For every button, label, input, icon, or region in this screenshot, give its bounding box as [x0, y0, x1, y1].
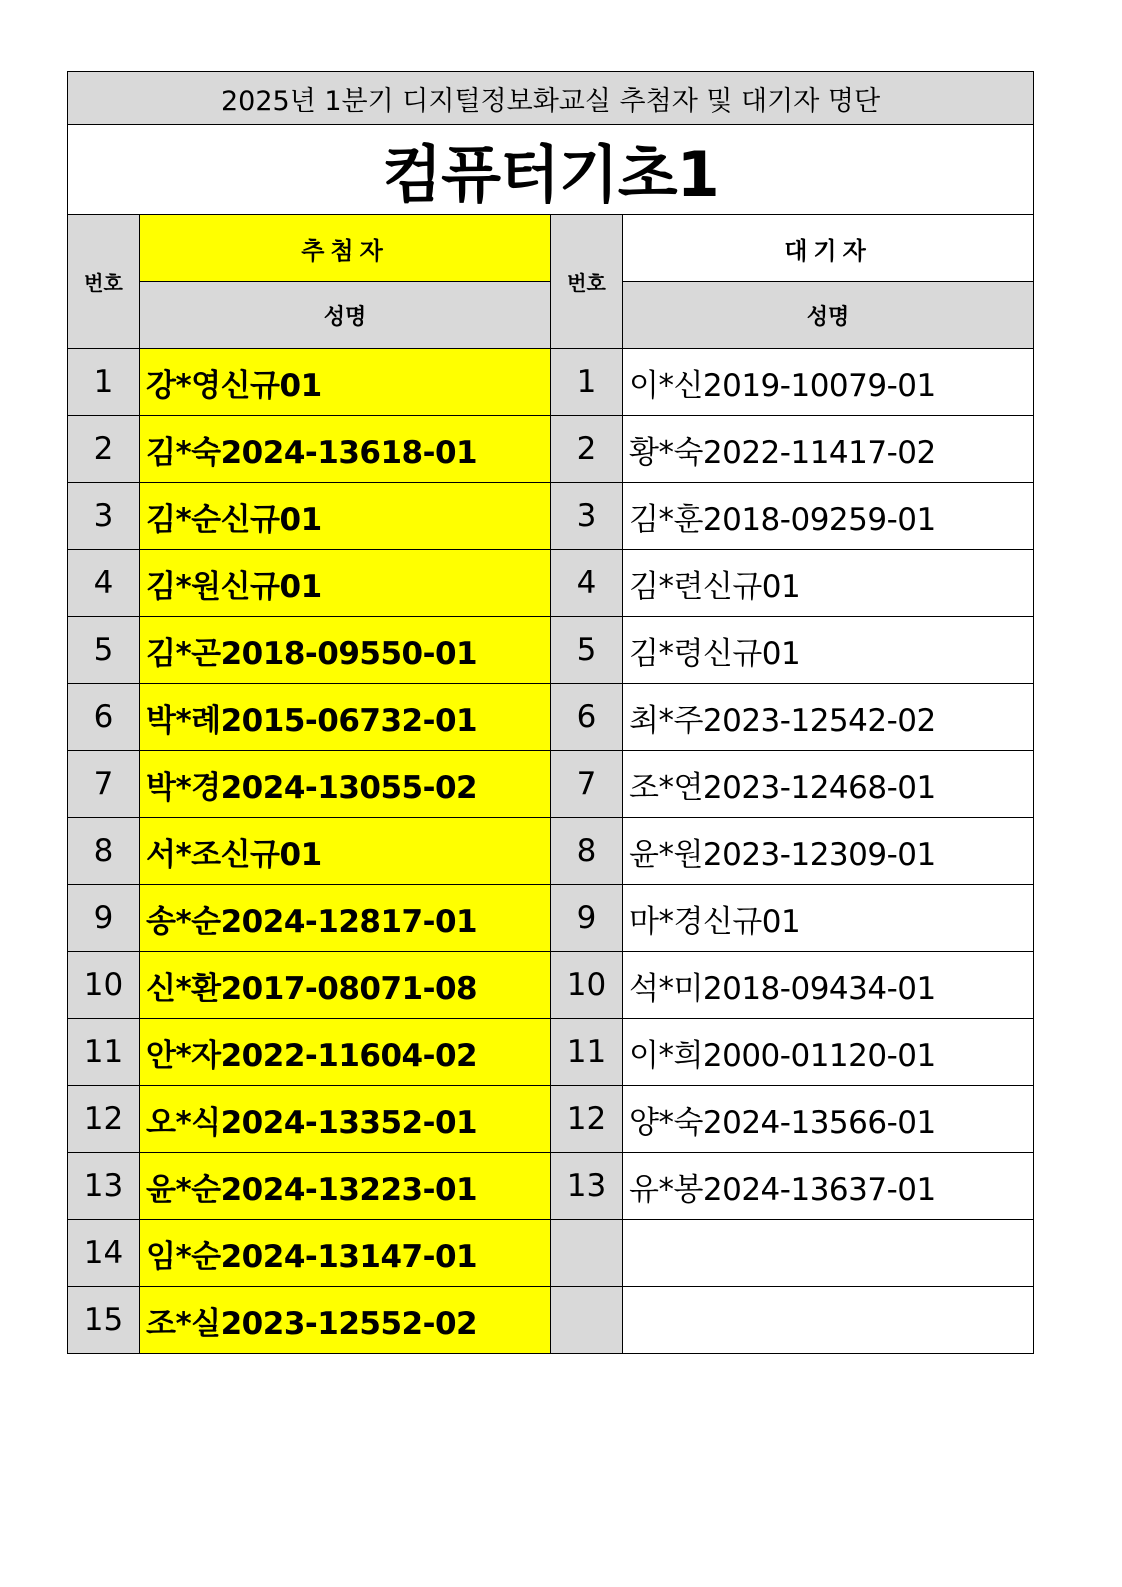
table-row — [68, 1287, 1034, 1354]
waitlist-number: 1 — [551, 349, 623, 416]
table-row — [68, 1086, 1034, 1153]
table-row — [68, 952, 1034, 1019]
selected-number: 8 — [68, 818, 140, 885]
waitlist-name-header: 성명 — [623, 282, 1034, 349]
waitlist-name — [623, 1220, 1034, 1287]
selected-name: 임*순2024-13147-01 — [140, 1220, 551, 1287]
table-row — [68, 1153, 1034, 1220]
waitlist-name — [623, 1287, 1034, 1354]
waitlist-number — [551, 1287, 623, 1354]
waitlist-number: 10 — [551, 952, 623, 1019]
waitlist-number: 13 — [551, 1153, 623, 1220]
waitlist-number: 7 — [551, 751, 623, 818]
selected-name: 신*환2017-08071-08 — [140, 952, 551, 1019]
waitlist-name: 최*주2023-12542-02 — [623, 684, 1034, 751]
table-row — [68, 1019, 1034, 1086]
selected-number: 6 — [68, 684, 140, 751]
table-row — [68, 818, 1034, 885]
waitlist-number: 3 — [551, 483, 623, 550]
waitlist-name: 유*봉2024-13637-01 — [623, 1153, 1034, 1220]
waitlist-number: 8 — [551, 818, 623, 885]
waitlist-number: 2 — [551, 416, 623, 483]
waitlist-number: 5 — [551, 617, 623, 684]
selected-name: 박*경2024-13055-02 — [140, 751, 551, 818]
waitlist-number — [551, 1220, 623, 1287]
subject-row — [68, 125, 1034, 215]
selected-number: 3 — [68, 483, 140, 550]
selected-number-header: 번호 — [68, 215, 140, 349]
table-row — [68, 617, 1034, 684]
waitlist-name: 윤*원2023-12309-01 — [623, 818, 1034, 885]
waitlist-name: 이*신2019-10079-01 — [623, 349, 1034, 416]
selected-number: 11 — [68, 1019, 140, 1086]
selected-name: 서*조신규01 — [140, 818, 551, 885]
selected-name: 김*곤2018-09550-01 — [140, 617, 551, 684]
selected-number: 12 — [68, 1086, 140, 1153]
waitlist-name: 이*희2000-01120-01 — [623, 1019, 1034, 1086]
selected-number: 15 — [68, 1287, 140, 1354]
waitlist-number: 9 — [551, 885, 623, 952]
selected-name-header: 성명 — [140, 282, 551, 349]
waitlist-number-header: 번호 — [551, 215, 623, 349]
waitlist-name: 양*숙2024-13566-01 — [623, 1086, 1034, 1153]
selected-name: 박*례2015-06732-01 — [140, 684, 551, 751]
waitlist-number: 6 — [551, 684, 623, 751]
selected-number: 2 — [68, 416, 140, 483]
table-row — [68, 416, 1034, 483]
waitlist-number: 11 — [551, 1019, 623, 1086]
selected-number: 9 — [68, 885, 140, 952]
waitlist-name: 마*경신규01 — [623, 885, 1034, 952]
table-row — [68, 550, 1034, 617]
table-row — [68, 751, 1034, 818]
selected-number: 4 — [68, 550, 140, 617]
selected-number: 14 — [68, 1220, 140, 1287]
waitlist-name: 김*훈2018-09259-01 — [623, 483, 1034, 550]
selected-number: 1 — [68, 349, 140, 416]
selected-name: 윤*순2024-13223-01 — [140, 1153, 551, 1220]
selected-name: 조*실2023-12552-02 — [140, 1287, 551, 1354]
table-row — [68, 684, 1034, 751]
selected-name: 김*순신규01 — [140, 483, 551, 550]
selected-name: 송*순2024-12817-01 — [140, 885, 551, 952]
selected-name: 강*영신규01 — [140, 349, 551, 416]
page-title: 2025년 1분기 디지털정보화교실 추첨자 및 대기자 명단 — [68, 72, 1034, 125]
selected-header: 추첨자 — [140, 215, 551, 282]
selected-name: 김*숙2024-13618-01 — [140, 416, 551, 483]
selected-name: 안*자2022-11604-02 — [140, 1019, 551, 1086]
waitlist-name: 석*미2018-09434-01 — [623, 952, 1034, 1019]
title-row — [68, 72, 1034, 125]
waitlist-header: 대기자 — [623, 215, 1034, 282]
table-row — [68, 885, 1034, 952]
selected-number: 13 — [68, 1153, 140, 1220]
header-row — [68, 215, 1034, 282]
course-title: 컴퓨터기초1 — [68, 125, 1034, 215]
roster-table — [67, 71, 1034, 1354]
selected-name: 오*식2024-13352-01 — [140, 1086, 551, 1153]
waitlist-name: 김*령신규01 — [623, 617, 1034, 684]
table-row — [68, 483, 1034, 550]
selected-number: 10 — [68, 952, 140, 1019]
table-row — [68, 1220, 1034, 1287]
selected-number: 5 — [68, 617, 140, 684]
selected-number: 7 — [68, 751, 140, 818]
waitlist-name: 김*련신규01 — [623, 550, 1034, 617]
selected-name: 김*원신규01 — [140, 550, 551, 617]
waitlist-number: 12 — [551, 1086, 623, 1153]
waitlist-number: 4 — [551, 550, 623, 617]
waitlist-name: 조*연2023-12468-01 — [623, 751, 1034, 818]
waitlist-name: 황*숙2022-11417-02 — [623, 416, 1034, 483]
table-row — [68, 349, 1034, 416]
